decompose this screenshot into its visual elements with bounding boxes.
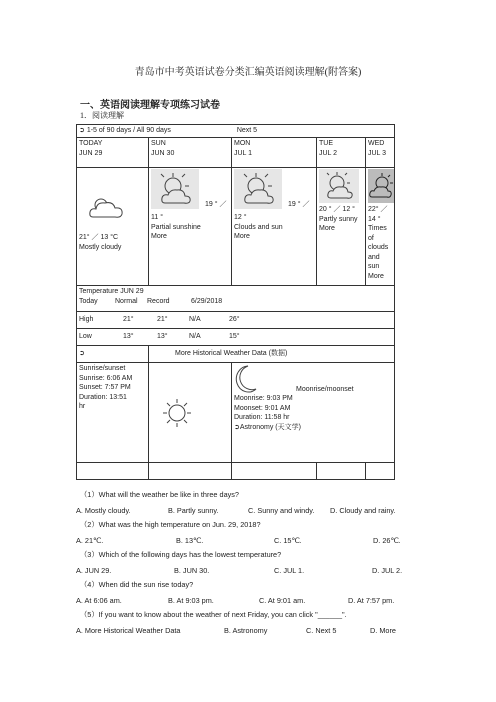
more-link-sun[interactable]: More [151,233,167,240]
forecast-wed: 22° ／ 14 ° Times of clouds and sun More [366,168,395,286]
option-a: A. More Historical Weather Data [76,626,181,635]
low-row: Low 13° 13° N/A 15° [77,329,395,346]
temperature-header: Temperature JUN 29 Today Normal Record 6/29/2018 [77,286,395,312]
day-sun: SUN JUN 30 [149,138,232,168]
option-c: C. 15℃. [274,536,302,545]
forecast-tue: 20 ° ／ 12 ° Partly sunny More [317,168,366,286]
weather-table [76,124,395,480]
sun-icon-cell [149,363,232,463]
option-a: A. Mostly cloudy. [76,506,131,515]
sun-cloud-icon [319,169,359,203]
option-a: A. At 6:06 am. [76,596,122,605]
option-c: C. JUL 1. [274,566,305,575]
option-b: B. At 9:03 pm. [168,596,214,605]
sun-icon [161,397,229,429]
option-c: C. At 9:01 am. [259,596,306,605]
more-link-wed[interactable]: More [368,272,384,280]
day-today: TODAY JUN 29 [77,138,149,168]
document-title: 青岛市中考英语试卷分类汇编英语阅读理解(附答案) [134,67,362,78]
sun-cloud-icon [234,169,282,209]
sunrise-sunset-cell: Sunrise/sunset Sunrise: 6:06 AM Sunset: 7:57 PM Duration: 13:51 hr [77,363,149,463]
option-a: A. 21℃. [76,536,104,545]
arrow-icon: ➲ [79,127,85,134]
forecast-today: 21° ／ 13 °C Mostly cloudy [77,168,149,286]
more-link-mon[interactable]: More [234,233,250,240]
option-d: D. At 7:57 pm. [348,596,395,605]
option-b: B. Astronomy [224,626,268,635]
arrow-icon: ➲ [234,423,240,431]
astronomy-link[interactable]: ➲Astronomy (天文学) [234,423,301,431]
day-wed: WED JUL 3 [366,138,395,168]
option-d: D. JUL 2. [372,566,403,575]
forecast-mon: 19 ° ／ 12 ° Clouds and sun More [232,168,317,286]
question-4: （4）When did the sun rise today? [80,580,194,589]
option-b: B. Partly sunny. [168,506,219,515]
more-link-tue[interactable]: More [319,225,335,232]
arrow-cell [77,346,149,363]
sun-cloud-icon [368,169,394,203]
moon-icon [234,364,260,394]
arrow-icon: ➲ [79,350,85,358]
option-c: C. Sunny and windy. [248,506,315,515]
option-a: A. JUN 29. [76,566,112,575]
sun-cloud-icon [151,169,199,209]
question-3: （3）Which of the following days has the lowest temperature? [80,550,282,559]
option-c: C. Next 5 [306,626,337,635]
cloud-icon [87,195,146,221]
option-b: B. 13℃. [176,536,204,545]
option-d: D. Cloudy and rainy. [330,506,396,515]
question-1: （1）What will the weather be like in three days? [80,490,239,499]
nav-row [77,125,395,138]
option-d: D. 26℃. [373,536,401,545]
option-b: B. JUN 30. [174,566,210,575]
high-row: High 21° 21° N/A 26° [77,312,395,329]
moonrise-moonset-cell: Moonrise/moonset Moonrise: 9:03 PM Moonset: 9:01 AM Duration: 11:58 hr ➲Astronomy (天文学) [232,363,395,463]
subsection-heading: 1．阅读理解 [80,111,124,120]
historical-data-link[interactable]: More Historical Weather Data (数据) [149,346,395,363]
section-heading: 一、英语阅读理解专项练习试卷 [80,100,220,111]
forecast-sun: 19 ° ／ 11 ° Partial sunshine More [149,168,232,286]
range-link[interactable]: 1-5 of 90 days / All 90 days [86,127,171,134]
option-d: D. More [370,626,396,635]
day-tue: TUE JUL 2 [317,138,366,168]
day-mon: MON JUL 1 [232,138,317,168]
question-2: （2）What was the high temperature on Jun. 29, 2018? [80,520,261,529]
next-5-link[interactable]: Next 5 [236,127,258,134]
question-5: （5）If you want to know about the weather of next Friday, you can click "______". [80,610,347,619]
